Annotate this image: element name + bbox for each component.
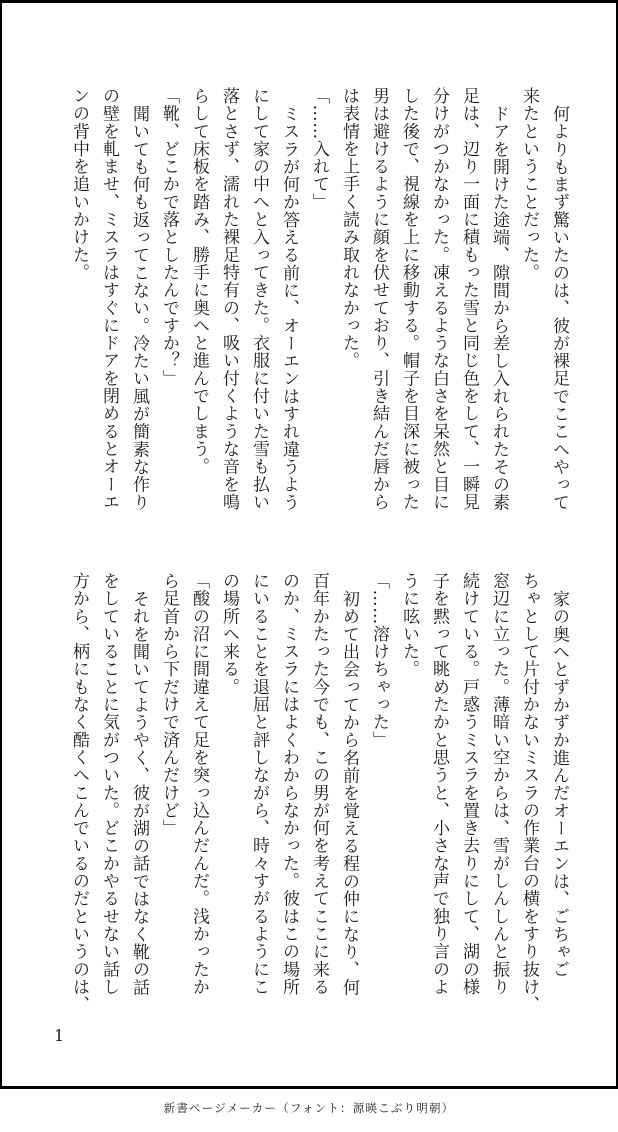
text-line: は表情を上手く読み取れなかった。: [339, 87, 359, 370]
text-line: 百年かたった今でも、この男が何を考えてここに来る: [309, 572, 329, 996]
text-line: 何よりもまず驚いたのは、彼が裸足でここへやって: [549, 104, 569, 511]
text-line: にいることを退屈と評しながら、時々すがるようにこ: [249, 572, 269, 996]
text-line: ら足首から下だけで済んだけど」: [159, 572, 179, 837]
text-line: 子を黙って眺めたかと思うと、小さな声で独り言のよ: [429, 572, 449, 996]
text-line: にして家の中へと入ってきた。衣服に付いた雪も払い: [249, 87, 269, 511]
text-block-upper: [64, 87, 574, 513]
text-line: をしていることに気がついた。どこかやるせない話し: [99, 572, 119, 996]
text-line: らして床板を踏み、勝手に奥へと進んでしまう。: [189, 87, 209, 476]
text-line: 家の奥へとずかずか進んだオーエンは、ごちゃご: [549, 589, 569, 979]
text-line: ンの背中を追いかけた。: [69, 87, 89, 282]
text-line: ミスラが何か答える前に、オーエンはすれ違うよう: [279, 104, 299, 511]
text-line: 窓辺に立った。薄暗い空からは、雪がしんしんと振り: [489, 572, 509, 996]
text-line: 足は、辺り一面に積もった雪と同じ色をして、一瞬見: [459, 87, 479, 511]
text-line: それを聞いてようやく、彼が湖の話ではなく靴の話: [129, 589, 149, 996]
text-line: 「……入れて」: [309, 87, 329, 211]
text-line: の場所へ来る。: [219, 572, 239, 696]
text-line: 「……溶けちゃった」: [369, 572, 389, 749]
text-line: うに呟いた。: [399, 572, 419, 678]
text-line: 初めて出会ってから名前を覚える程の仲になり、何: [339, 589, 359, 996]
page-number: 1: [54, 1026, 65, 1045]
text-block-lower: [64, 572, 574, 1014]
text-line: ちゃとして片付かないミスラの作業台の横をすり抜け、: [519, 572, 539, 1014]
text-line: 「酸の沼に間違えて足を突っ込んだんだ。浅かったか: [189, 572, 209, 996]
text-line: のか、ミスラにはよくわからなかった。彼はこの場所: [279, 572, 299, 996]
footer-caption: 新書ページメーカー（フォント：源暎こぶり明朝）: [163, 1101, 455, 1115]
text-line: 来たということだった。: [519, 87, 539, 282]
text-line: 方から、柄にもなく酷くへこんでいるのだというのは、: [69, 572, 89, 1014]
text-line: の壁を軋ませ、ミスラはすぐにドアを閉めるとオーエ: [99, 87, 119, 511]
text-line: 男は避けるように顔を伏せており、引き結んだ唇から: [369, 87, 389, 511]
text-line: 聞いても何も返ってこない。冷たい風が簡素な作り: [129, 104, 149, 511]
text-line: 分けがつかなかった。凍えるような白さを呆然と目に: [429, 87, 449, 511]
text-line: 続けている。戸惑うミスラを置き去りにして、湖の様: [459, 572, 479, 996]
text-line: 「靴、どこかで落としたんですか？」: [159, 87, 179, 388]
text-line: 落とさず、濡れた裸足特有の、吸い付くような音を鳴: [219, 87, 239, 511]
text-line: した後で、視線を上に移動する。帽子を目深に被った: [399, 87, 419, 511]
text-line: ドアを開けた途端、隙間から差し入れられたその素: [489, 104, 509, 511]
